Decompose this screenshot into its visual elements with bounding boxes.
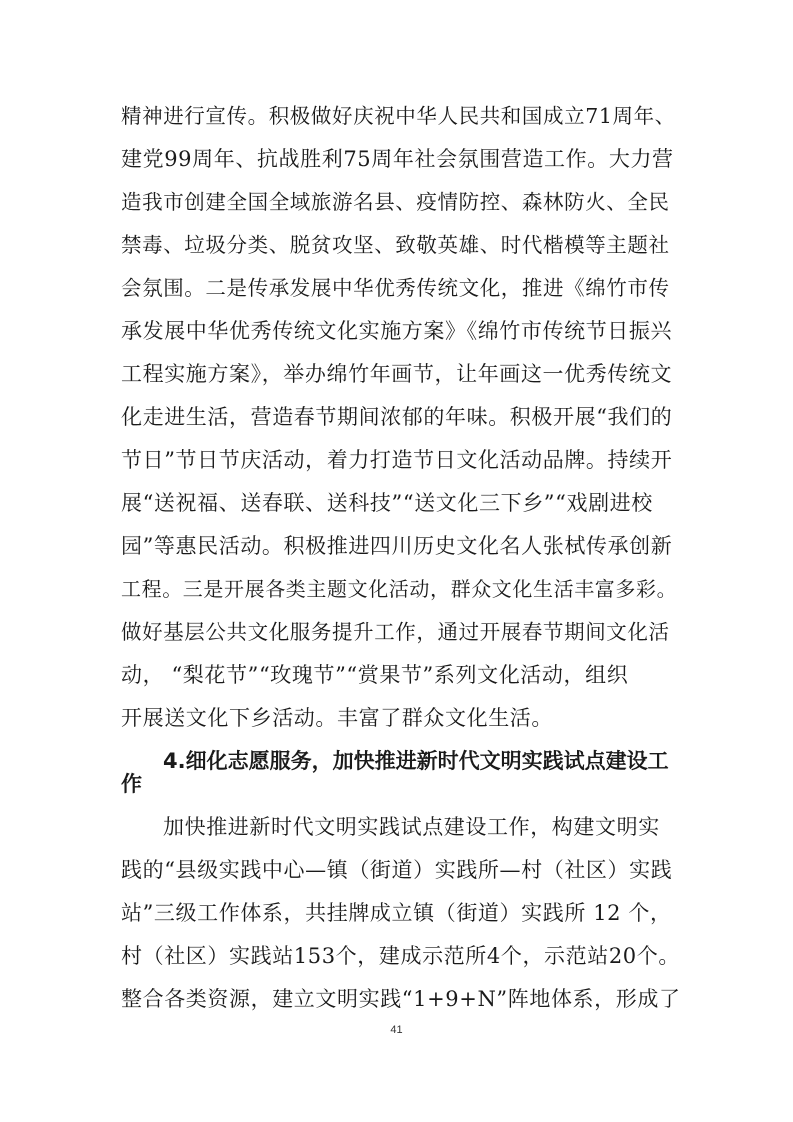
paragraph-line: 工程实施方案》，举办绵竹年画节，让年画这一优秀传统文 xyxy=(121,362,673,386)
paragraph-line: 整合各类资源，建立文明实践“1+9+N”阵地体系，形成了 xyxy=(121,987,681,1011)
paragraph-line: 承发展中华优秀传统文化实施方案》《绵竹市传统节日振兴 xyxy=(121,319,673,343)
paragraph-line: 站”三级工作体系，共挂牌成立镇（街道）实践所 12 个， xyxy=(121,901,672,925)
paragraph-line: 开展送文化下乡活动。丰富了群众文化生活。 xyxy=(121,706,553,730)
paragraph-line: 村（社区）实践站153个，建成示范所4个，示范站20个。 xyxy=(121,944,680,968)
paragraph-line: 做好基层公共文化服务提升工作，通过开展春节期间文化活 xyxy=(121,620,670,644)
section-heading: 4.细化志愿服务，加快推进新时代文明实践试点建设工 xyxy=(163,749,669,773)
section-heading-continued: 作 xyxy=(121,772,142,796)
paragraph-line: 展“送祝福、送春联、送科技”“送文化三下乡”“戏剧进校 xyxy=(121,491,653,515)
paragraph-line: 禁毒、垃圾分类、脱贫攻坚、致敬英雄、时代楷模等主题社 xyxy=(121,233,670,257)
paragraph-line: 节日”节日节庆活动，着力打造节日文化活动品牌。持续开 xyxy=(121,448,673,472)
paragraph-line: 化走进生活，营造春节期间浓郁的年味。积极开展“我们的 xyxy=(121,405,673,429)
paragraph-line: 会氛围。二是传承发展中华优秀传统文化，推进《绵竹市传 xyxy=(121,276,670,300)
paragraph-line: 工程。三是开展各类主题文化活动，群众文化生活丰富多彩。 xyxy=(121,577,678,601)
paragraph-line: 造我市创建全国全域旅游名县、疫情防控、森林防火、全民 xyxy=(121,190,670,214)
paragraph-line: 加快推进新时代文明实践试点建设工作，构建文明实 xyxy=(163,815,660,839)
paragraph-line: 践的“县级实践中心—镇（街道）实践所—村（社区）实践 xyxy=(121,858,673,882)
paragraph-line: 动， “梨花节”“玫瑰节”“赏果节”系列文化活动，组织 xyxy=(121,663,629,687)
paragraph-line: 建党99周年、抗战胜利75周年社会氛围营造工作。大力营 xyxy=(121,147,674,171)
page-number: 41 xyxy=(390,1024,403,1036)
paragraph-line: 精神进行宣传。积极做好庆祝中华人民共和国成立71周年、 xyxy=(121,104,676,128)
paragraph-line: 园”等惠民活动。积极推进四川历史文化名人张栻传承创新 xyxy=(121,534,673,558)
